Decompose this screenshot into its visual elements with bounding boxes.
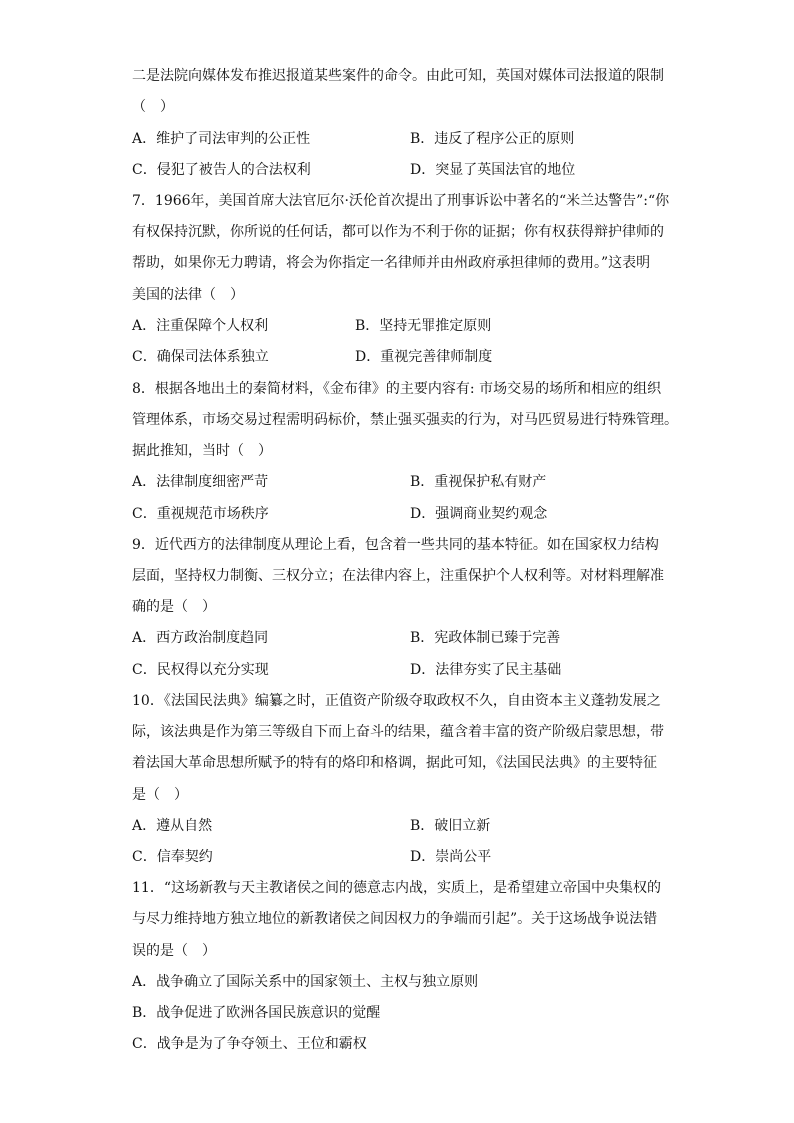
- q11-stem-line-3: 误的是（ ）: [132, 943, 216, 959]
- q10-stem-line-3: 着法国大革命思想所赋予的特有的烙印和格调，据此可知，《法国民法典》的主要特征: [132, 755, 657, 771]
- q7-option-d: D．重视完善律师制度: [355, 349, 493, 365]
- q7-option-a: A．注重保障个人权利: [132, 318, 269, 334]
- q11-option-a: A．战争确立了国际关系中的国家领土、主权与独立原则: [132, 974, 479, 990]
- q10-option-b: B．破旧立新: [410, 818, 491, 834]
- q8-option-a: A．法律制度细密严苛: [132, 474, 269, 490]
- q11-option-c: C．战争是为了争夺领土、王位和霸权: [132, 1036, 367, 1052]
- q11-stem-line-2: 与尽力维持地方独立地位的新教诸侯之间因权力的争端而引起”。关于这场战争说法错: [132, 911, 658, 927]
- q6-option-c: C．侵犯了被告人的合法权利: [132, 162, 311, 178]
- q10-stem-line-2: 际，该法典是作为第三等级自下而上奋斗的结果，蕴含着丰富的资产阶级启蒙思想，带: [132, 724, 664, 740]
- q10-stem-line-4: 是（ ）: [132, 787, 188, 803]
- q6-option-a: A．维护了司法审判的公正性: [132, 131, 311, 147]
- q7-stem-line-1: 7．1966年，美国首席大法官厄尔·沃伦首次提出了刑事诉讼中著名的“米兰达警告”:“你: [132, 193, 670, 209]
- q8-stem-line-1: 8．根据各地出土的秦简材料，《金布律》的主要内容有: 市场交易的场所和相应的组织: [132, 381, 662, 397]
- q7-stem-line-4: 美国的法律（ ）: [132, 287, 244, 303]
- q11-option-b: B．战争促进了欧洲各国民族意识的觉醒: [132, 1005, 381, 1021]
- q7-option-c: C．确保司法体系独立: [132, 349, 269, 365]
- q9-option-d: D．法律夯实了民主基础: [410, 662, 562, 678]
- q6-stem-line-2: （ ）: [132, 99, 174, 115]
- q8-option-b: B．重视保护私有财产: [410, 474, 547, 490]
- q7-stem-line-3: 帮助，如果你无力聘请，将会为你指定一名律师并由州政府承担律师的费用。”这表明: [132, 255, 651, 271]
- q7-option-b: B．坚持无罪推定原则: [355, 318, 492, 334]
- q8-option-d: D．强调商业契约观念: [410, 506, 548, 522]
- q10-option-d: D．崇尚公平: [410, 849, 492, 865]
- q6-option-d: D．突显了英国法官的地位: [410, 162, 576, 178]
- q10-option-a: A．遵从自然: [132, 818, 213, 834]
- q6-option-b: B．违反了程序公正的原则: [410, 131, 575, 147]
- q9-stem-line-1: 9．近代西方的法律制度从理论上看，包含着一些共同的基本特征。如在国家权力结构: [132, 537, 659, 553]
- q9-option-b: B．宪政体制已臻于完善: [410, 630, 561, 646]
- q6-stem-line-1: 二是法院向媒体发布推迟报道某些案件的命令。由此可知，英国对媒体司法报道的限制: [132, 68, 664, 84]
- q8-option-c: C．重视规范市场秩序: [132, 506, 269, 522]
- q10-stem-line-1: 10．《法国民法典》编纂之时，正值资产阶级夺取政权不久，自由资本主义蓬勃发展之: [132, 693, 661, 709]
- q8-stem-line-2: 管理体系，市场交易过程需明码标价，禁止强买强卖的行为，对马匹贸易进行特殊管理。: [132, 412, 678, 428]
- q7-stem-line-2: 有权保持沉默，你所说的任何话，都可以作为不利于你的证据；你有权获得辩护律师的: [132, 224, 664, 240]
- q9-stem-line-3: 确的是（ ）: [132, 599, 216, 615]
- q9-option-c: C．民权得以充分实现: [132, 662, 269, 678]
- q9-stem-line-2: 层面，坚持权力制衡、三权分立；在法律内容上，注重保护个人权利等。对材料理解准: [132, 568, 664, 584]
- q9-option-a: A．西方政治制度趋同: [132, 630, 269, 646]
- q10-option-c: C．信奉契约: [132, 849, 213, 865]
- q8-stem-line-3: 据此推知，当时（ ）: [132, 443, 272, 459]
- q11-stem-line-1: 11．“这场新教与天主教诸侯之间的德意志内战，实质上，是希望建立帝国中央集权的: [132, 880, 661, 896]
